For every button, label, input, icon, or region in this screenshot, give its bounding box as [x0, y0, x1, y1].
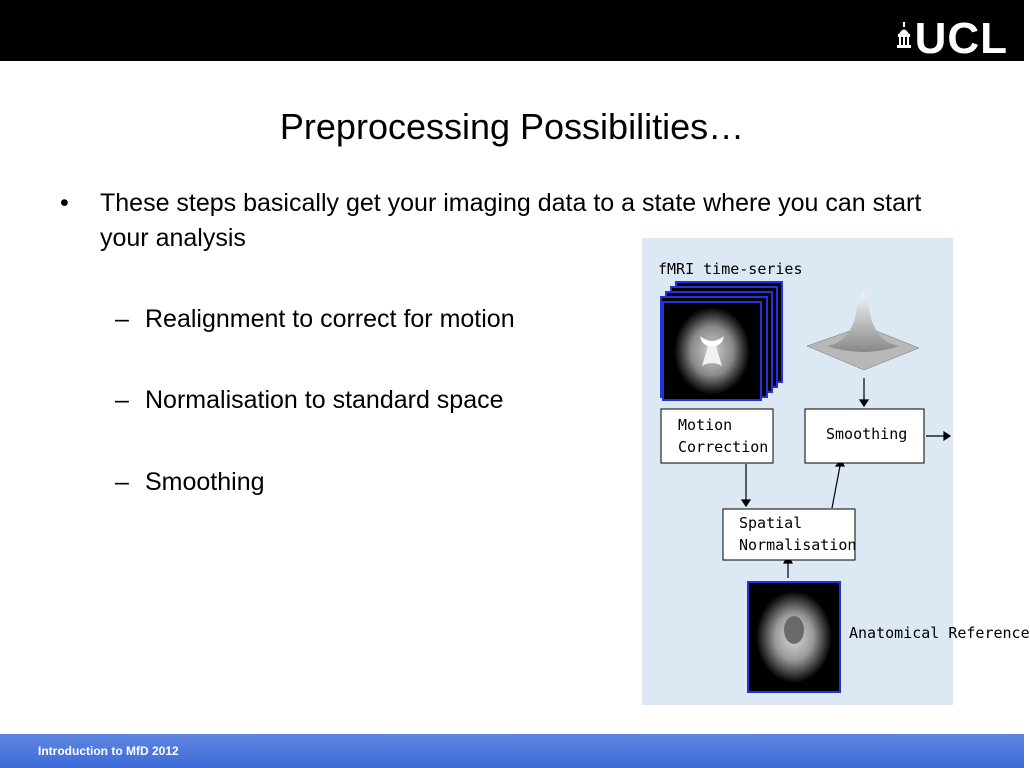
sub-item-text: Smoothing	[145, 468, 265, 496]
smoothing-label: Smoothing	[826, 425, 908, 443]
footer-text: Introduction to MfD 2012	[38, 744, 179, 758]
slide-title: Preprocessing Possibilities…	[279, 106, 745, 147]
anatomical-image	[748, 582, 840, 692]
bullet-text: These steps basically get your imaging data to a state where you can start your analysis	[100, 189, 922, 252]
fmri-stack	[661, 282, 782, 400]
footer-bar	[0, 734, 1024, 768]
ucl-logo	[915, 16, 1008, 62]
gaussian-kernel	[807, 293, 919, 370]
spatial-label-line2: Normalisation	[739, 536, 857, 554]
dash-marker: –	[115, 305, 129, 333]
sub-item-text: Realignment to correct for motion	[145, 305, 515, 333]
bullet-marker: •	[60, 189, 69, 217]
dash-marker: –	[115, 468, 129, 496]
sub-item-text: Normalisation to standard space	[145, 386, 504, 414]
motion-label-line2: Correction	[678, 438, 769, 456]
logo-text: UCL	[914, 14, 1008, 63]
motion-label-line1: Motion	[678, 416, 733, 434]
fmri-label: fMRI time-series	[658, 260, 803, 278]
dash-marker: –	[115, 386, 129, 414]
top-banner	[0, 0, 1024, 61]
anatomical-label: Anatomical Reference	[849, 624, 1030, 642]
preprocessing-diagram	[642, 238, 1030, 705]
spatial-label-line1: Spatial	[739, 514, 803, 532]
dome-icon	[897, 22, 911, 48]
